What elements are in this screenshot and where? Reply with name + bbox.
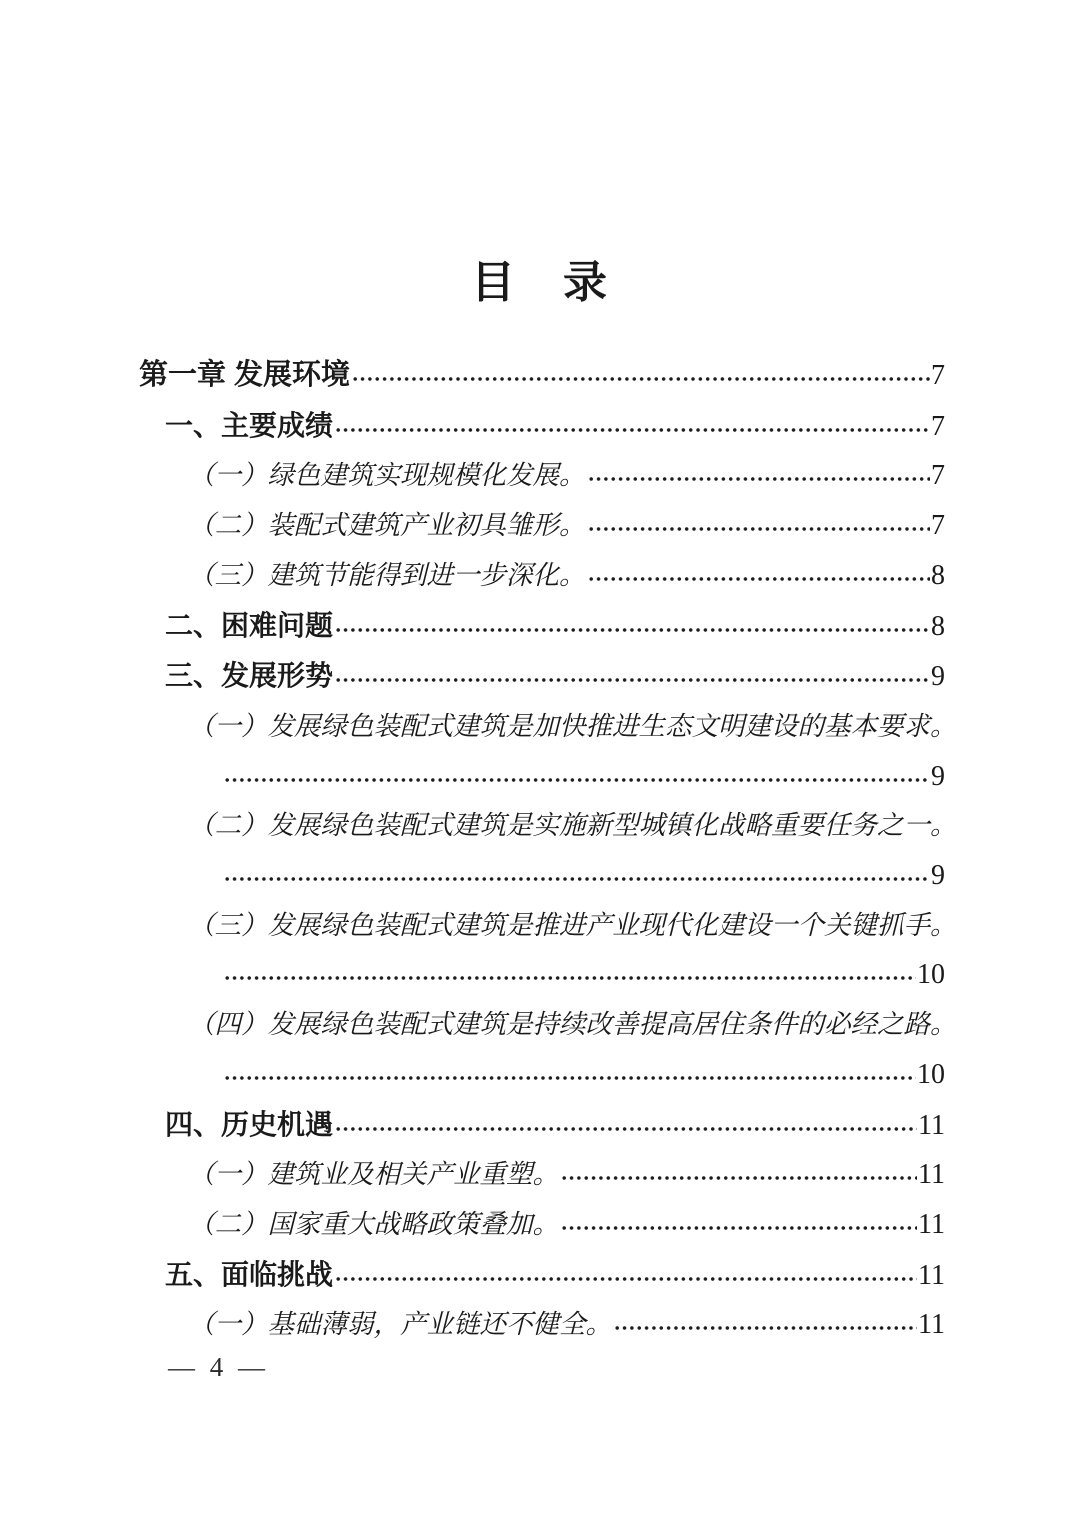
dot-leader bbox=[225, 773, 930, 785]
toc-entry bbox=[139, 702, 957, 752]
toc-page-number: 7 bbox=[931, 510, 945, 542]
toc-entry-label: 二、困难问题 bbox=[165, 609, 334, 641]
toc-entry-label: （一）发展绿色装配式建筑是加快推进生态文明建设的基本要求。 bbox=[188, 710, 957, 741]
toc-entry-continuation bbox=[139, 851, 945, 901]
dot-leader bbox=[562, 1171, 917, 1183]
toc-entry-label: （三）发展绿色装配式建筑是推进产业现代化建设一个关键抓手。 bbox=[188, 909, 957, 940]
dot-leader bbox=[336, 623, 930, 635]
toc-page-number: 7 bbox=[931, 360, 945, 391]
toc-entry-label: 三、发展形势 bbox=[165, 660, 334, 692]
dot-leader bbox=[336, 423, 930, 435]
dot-leader bbox=[589, 472, 931, 484]
toc-page-number: 11 bbox=[918, 1109, 945, 1141]
toc-entry-label: （二）装配式建筑产业初具雏形。 bbox=[188, 510, 586, 541]
toc-entry-label: （一）基础薄弱，产业链还不健全。 bbox=[188, 1309, 612, 1340]
toc-entry bbox=[139, 1300, 945, 1350]
toc-page-number: 9 bbox=[931, 661, 945, 693]
toc-page-number: 9 bbox=[931, 760, 945, 792]
toc-entry bbox=[139, 1250, 945, 1301]
toc-page-number: 10 bbox=[917, 959, 945, 991]
toc-page-number: 11 bbox=[918, 1259, 945, 1291]
toc-entry-label: （一）绿色建筑实现规模化发展。 bbox=[188, 460, 586, 491]
toc-entry bbox=[139, 1100, 945, 1151]
dot-leader bbox=[225, 971, 916, 983]
toc-entry bbox=[139, 801, 957, 851]
toc-entry-label: 四、历史机遇 bbox=[165, 1108, 334, 1140]
dot-leader bbox=[225, 872, 930, 884]
toc-entry bbox=[139, 551, 945, 601]
toc-entry bbox=[139, 501, 945, 551]
toc-entry bbox=[139, 451, 945, 501]
toc-page-number: 11 bbox=[918, 1208, 945, 1240]
toc-entry-continuation bbox=[139, 1050, 945, 1100]
toc-entry bbox=[139, 351, 945, 401]
toc-entry bbox=[139, 1150, 945, 1200]
toc-entry-label: 一、主要成绩 bbox=[165, 409, 334, 441]
page-title: 目 录 bbox=[471, 258, 609, 307]
toc-entry bbox=[139, 651, 945, 702]
toc-page-number: 8 bbox=[931, 559, 945, 591]
toc-entry-label: （三）建筑节能得到进一步深化。 bbox=[188, 559, 586, 590]
dot-leader bbox=[336, 1122, 917, 1134]
dot-leader bbox=[353, 372, 930, 384]
dot-leader bbox=[589, 572, 931, 584]
toc-page-number: 7 bbox=[931, 460, 945, 492]
toc-entry bbox=[139, 901, 957, 951]
toc-entry bbox=[139, 1000, 957, 1050]
toc-entry-label: （四）发展绿色装配式建筑是持续改善提高居住条件的必经之路。 bbox=[188, 1009, 957, 1040]
toc-entry-label: （一）建筑业及相关产业重塑。 bbox=[188, 1159, 559, 1190]
toc-entry-label: 五、面临挑战 bbox=[165, 1258, 334, 1290]
dot-leader bbox=[336, 1272, 917, 1284]
toc-entry-label: （二）发展绿色装配式建筑是实施新型城镇化战略重要任务之一。 bbox=[188, 810, 957, 841]
toc-entry-label: 第一章 发展环境 bbox=[139, 359, 351, 391]
toc-page-number: 9 bbox=[931, 860, 945, 892]
toc-entry-continuation bbox=[139, 752, 945, 802]
dot-leader bbox=[336, 673, 930, 685]
table-of-contents bbox=[139, 351, 957, 1350]
dot-leader bbox=[615, 1321, 917, 1333]
footer-page-number: — 4 — bbox=[168, 1352, 269, 1382]
dot-leader bbox=[589, 522, 931, 534]
toc-entry bbox=[139, 601, 945, 652]
toc-page-number: 10 bbox=[917, 1058, 945, 1090]
toc-entry bbox=[139, 401, 945, 452]
dot-leader bbox=[562, 1221, 917, 1233]
toc-entry-continuation bbox=[139, 950, 945, 1000]
toc-entry bbox=[139, 1200, 945, 1250]
toc-page-number: 11 bbox=[918, 1159, 945, 1191]
toc-page-number: 8 bbox=[931, 610, 945, 642]
toc-page-number: 11 bbox=[918, 1309, 945, 1341]
toc-page-number: 7 bbox=[931, 410, 945, 442]
dot-leader bbox=[225, 1071, 916, 1083]
toc-entry-label: （二）国家重大战略政策叠加。 bbox=[188, 1208, 559, 1239]
